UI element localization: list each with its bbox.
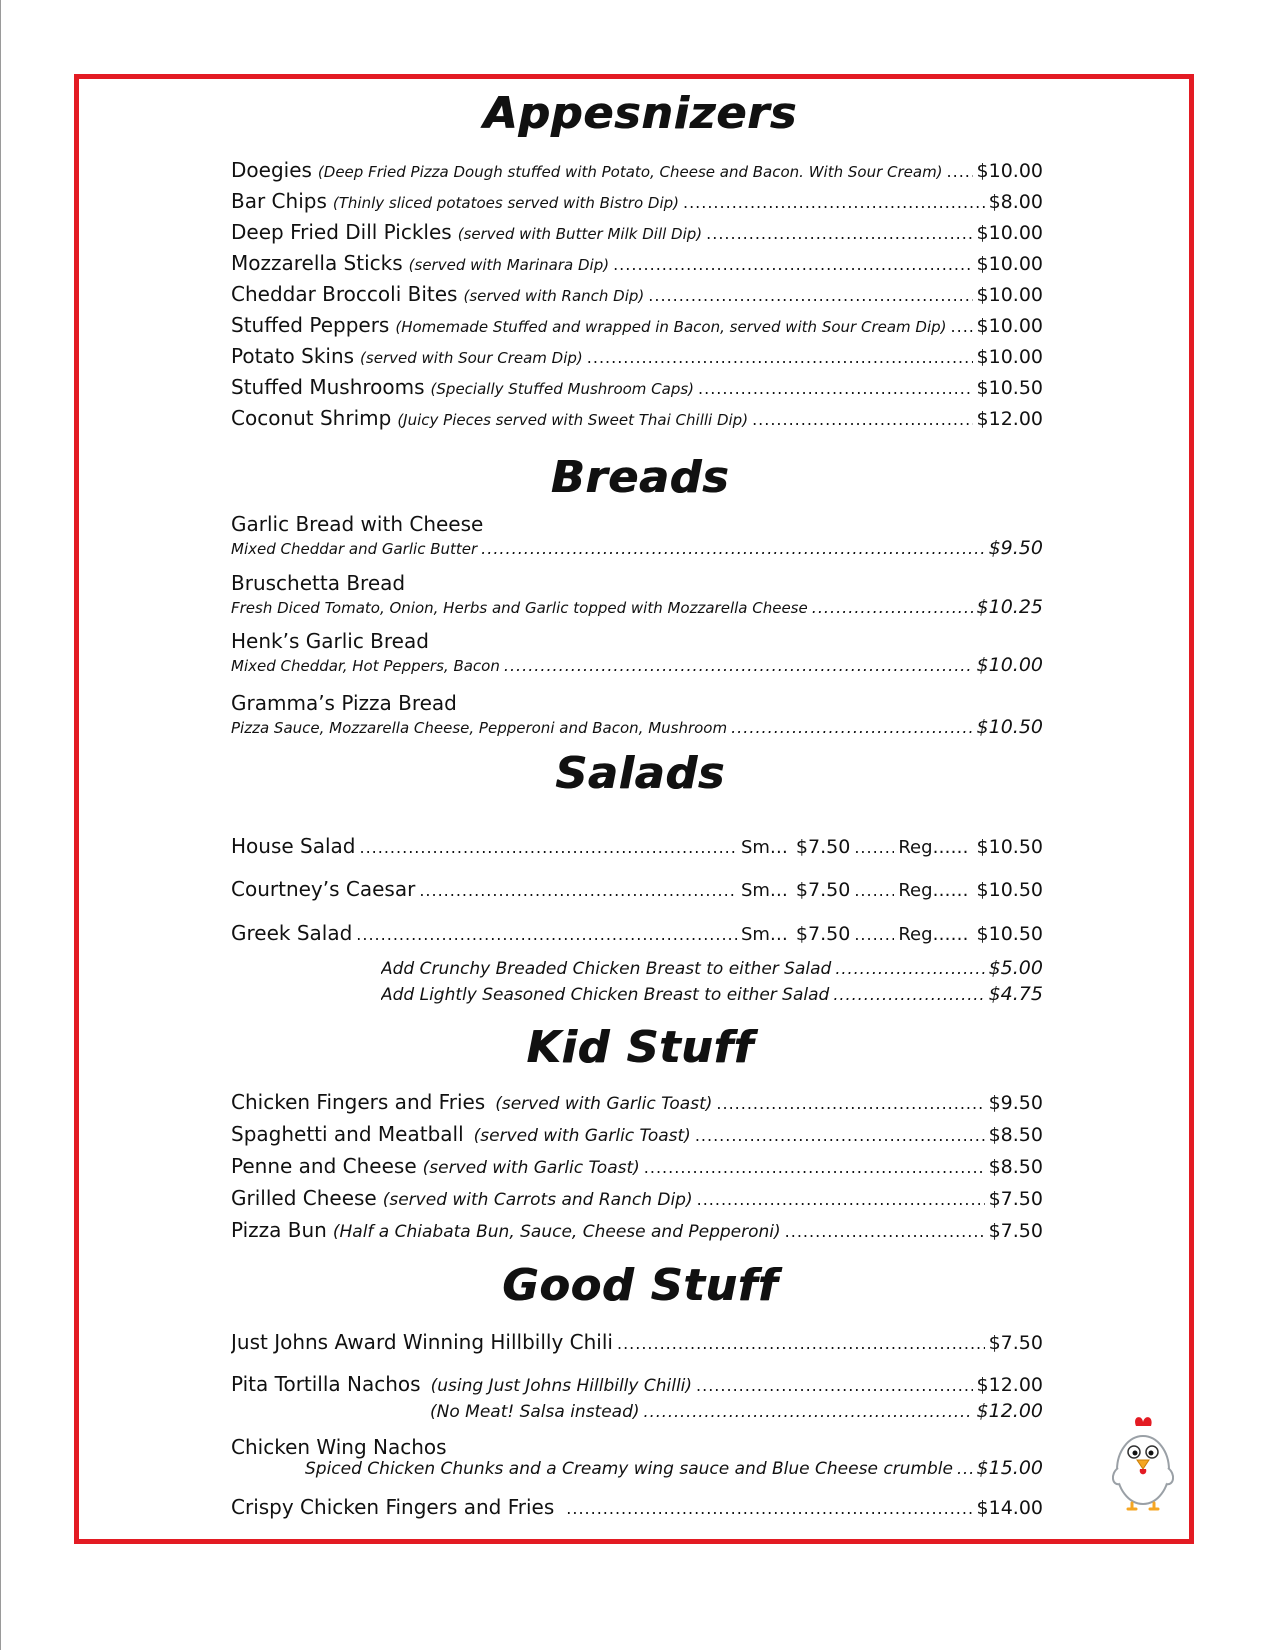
item-name: Just Johns Award Winning Hillbilly Chili	[231, 1330, 613, 1354]
salads-heading: Salads	[555, 748, 725, 799]
item-price: $10.50	[976, 716, 1043, 738]
item-price: $12.00	[976, 1374, 1043, 1396]
item-description: (Half a Chiabata Bun, Sauce, Cheese and Pepperoni)	[332, 1222, 781, 1242]
regular-size-label: Reg……	[898, 924, 969, 945]
dot-leader	[947, 162, 973, 181]
item-name: Chicken Fingers and Fries	[231, 1090, 486, 1114]
dot-leader	[566, 1499, 972, 1518]
item-name: Deep Fried Dill Pickles	[231, 220, 452, 244]
dot-leader	[951, 317, 973, 336]
addon-description: Add Crunchy Breaded Chicken Breast to either Salad	[381, 959, 832, 979]
salad-item	[231, 877, 1043, 901]
menu-item	[231, 251, 1043, 275]
item-name: Penne and Cheese	[231, 1154, 417, 1178]
item-description: (Specially Stuffed Mushroom Caps)	[430, 380, 695, 398]
dot-leader	[731, 718, 972, 737]
item-price: $7.50	[988, 1332, 1043, 1354]
regular-price: $10.50	[976, 836, 1043, 858]
dot-leader	[854, 838, 894, 857]
item-description: (served with Butter Milk Dill Dip)	[457, 225, 703, 243]
page-edge-line	[0, 0, 1, 1650]
salad-addon	[381, 983, 1043, 1005]
menu-item	[231, 375, 1043, 399]
item-description: (No Meat! Salsa instead)	[430, 1402, 640, 1422]
cartoon-chicken-icon	[1108, 1412, 1178, 1512]
item-name: Garlic Bread with Cheese	[231, 512, 484, 536]
menu-item	[231, 537, 1043, 559]
item-name: Henk’s Garlic Bread	[231, 629, 429, 653]
item-name: Spaghetti and Meatball	[231, 1122, 464, 1146]
item-name: Pizza Bun	[231, 1218, 327, 1242]
item-name: Gramma’s Pizza Bread	[231, 691, 457, 715]
item-price: $7.50	[988, 1220, 1043, 1242]
small-price: $7.50	[795, 836, 851, 858]
menu-item	[231, 1330, 1043, 1354]
item-price: $8.50	[988, 1124, 1043, 1146]
menu-item	[231, 344, 1043, 368]
item-price: $10.00	[976, 654, 1043, 676]
good-stuff-heading: Good Stuff	[502, 1260, 778, 1311]
menu-item	[231, 1122, 1043, 1146]
item-price: $10.00	[976, 346, 1043, 368]
item-price: $8.00	[988, 191, 1043, 213]
small-price: $7.50	[795, 923, 851, 945]
item-description: Mixed Cheddar, Hot Peppers, Bacon	[231, 657, 500, 675]
item-price: $10.00	[976, 222, 1043, 244]
menu-item	[231, 1218, 1043, 1242]
item-price: $9.50	[988, 537, 1043, 559]
menu-item	[231, 1186, 1043, 1210]
item-description: Pizza Sauce, Mozzarella Cheese, Pepperoni and Bacon, Mushroom	[231, 719, 728, 737]
addon-price: $5.00	[988, 957, 1043, 979]
item-price: $10.00	[976, 315, 1043, 337]
menu-item	[231, 1154, 1043, 1178]
menu-item	[231, 282, 1043, 306]
addon-price: $4.75	[988, 983, 1043, 1005]
dot-leader	[419, 881, 737, 900]
item-description: (served with Sour Cream Dip)	[360, 349, 583, 367]
small-price: $7.50	[795, 879, 851, 901]
item-name: Greek Salad	[231, 921, 353, 945]
dot-leader	[835, 959, 984, 978]
menu-item	[231, 158, 1043, 182]
item-description: Mixed Cheddar and Garlic Butter	[231, 540, 478, 558]
dot-leader	[644, 1402, 973, 1421]
item-name: Chicken Wing Nachos	[231, 1435, 447, 1459]
item-price: $7.50	[988, 1188, 1043, 1210]
item-name: Pita Tortilla Nachos	[231, 1372, 421, 1396]
dot-leader	[833, 985, 984, 1004]
item-price: $14.00	[976, 1497, 1043, 1519]
item-name: Coconut Shrimp	[231, 406, 392, 430]
dot-leader	[683, 193, 985, 212]
item-name: Mozzarella Sticks	[231, 251, 403, 275]
salad-addon	[381, 957, 1043, 979]
item-name: Courtney’s Caesar	[231, 877, 416, 901]
regular-price: $10.50	[976, 879, 1043, 901]
item-price: $15.00	[976, 1457, 1043, 1479]
item-price: $10.25	[976, 596, 1043, 618]
item-description: (served with Garlic Toast)	[473, 1126, 691, 1146]
item-description: (using Just Johns Hillbilly Chilli)	[430, 1376, 693, 1396]
dot-leader	[698, 379, 972, 398]
dot-leader	[360, 838, 737, 857]
dot-leader	[617, 1334, 985, 1353]
item-name: Crispy Chicken Fingers and Fries	[231, 1495, 555, 1519]
dot-leader	[587, 348, 973, 367]
dot-leader	[644, 1158, 985, 1177]
appetizers-heading: Appesnizers	[483, 88, 797, 139]
item-description: (served with Garlic Toast)	[422, 1158, 640, 1178]
salad-item	[231, 834, 1043, 858]
item-price: $12.00	[976, 408, 1043, 430]
item-price: $8.50	[988, 1156, 1043, 1178]
dot-leader	[481, 539, 984, 558]
small-size-label: Sm…	[740, 837, 788, 858]
dot-leader	[696, 1376, 972, 1395]
regular-size-label: Reg……	[898, 837, 969, 858]
menu-item	[231, 189, 1043, 213]
dot-leader	[695, 1126, 985, 1145]
item-description: (Juicy Pieces served with Sweet Thai Chilli Dip)	[397, 411, 749, 429]
menu-item	[231, 596, 1043, 618]
item-price: $9.50	[988, 1092, 1043, 1114]
menu-item	[231, 1090, 1043, 1114]
item-name: Bar Chips	[231, 189, 327, 213]
item-description: (served with Garlic Toast)	[495, 1094, 713, 1114]
item-description: (Deep Fried Pizza Dough stuffed with Potato, Cheese and Bacon. With Sour Cream)	[317, 163, 943, 181]
menu-item	[231, 313, 1043, 337]
dot-leader	[697, 1190, 985, 1209]
menu-item	[231, 1372, 1043, 1396]
item-price: $10.00	[976, 253, 1043, 275]
menu-item	[231, 220, 1043, 244]
item-name: Stuffed Mushrooms	[231, 375, 425, 399]
dot-leader	[706, 224, 972, 243]
small-size-label: Sm…	[740, 880, 788, 901]
dot-leader	[356, 925, 737, 944]
item-price: $10.50	[976, 377, 1043, 399]
item-price: $10.00	[976, 284, 1043, 306]
dot-leader	[854, 925, 894, 944]
menu-item	[231, 1495, 1043, 1519]
item-description: (served with Carrots and Ranch Dip)	[382, 1190, 693, 1210]
dot-leader	[854, 881, 894, 900]
salad-item	[231, 921, 1043, 945]
regular-price: $10.50	[976, 923, 1043, 945]
dot-leader	[716, 1094, 984, 1113]
item-name: Potato Skins	[231, 344, 355, 368]
item-description: (served with Ranch Dip)	[463, 287, 645, 305]
item-price: $10.00	[976, 160, 1043, 182]
kid-stuff-heading: Kid Stuff	[526, 1022, 754, 1073]
item-description: (Thinly sliced potatoes served with Bistro Dip)	[332, 194, 679, 212]
dot-leader	[785, 1222, 985, 1241]
menu-item	[231, 406, 1043, 430]
menu-item	[231, 716, 1043, 738]
item-name: Cheddar Broccoli Bites	[231, 282, 458, 306]
item-description: Spiced Chicken Chunks and a Creamy wing sauce and Blue Cheese crumble	[305, 1459, 953, 1479]
dot-leader	[504, 656, 973, 675]
item-price: $12.00	[976, 1400, 1043, 1422]
dot-leader	[812, 598, 973, 617]
small-size-label: Sm…	[740, 924, 788, 945]
item-name: Bruschetta Bread	[231, 571, 406, 595]
addon-description: Add Lightly Seasoned Chicken Breast to either Salad	[381, 985, 830, 1005]
dot-leader	[613, 255, 972, 274]
item-name: Grilled Cheese	[231, 1186, 377, 1210]
dot-leader	[648, 286, 972, 305]
menu-item	[231, 654, 1043, 676]
item-description: Fresh Diced Tomato, Onion, Herbs and Garlic topped with Mozzarella Cheese	[231, 599, 808, 617]
item-name: House Salad	[231, 834, 356, 858]
menu-item	[305, 1457, 1043, 1479]
dot-leader	[957, 1459, 973, 1478]
item-description: (served with Marinara Dip)	[408, 256, 610, 274]
breads-heading: Breads	[550, 452, 730, 503]
item-description: (Homemade Stuffed and wrapped in Bacon, served with Sour Cream Dip)	[395, 318, 947, 336]
dot-leader	[752, 410, 972, 429]
menu-item-variant	[430, 1400, 1043, 1422]
item-name: Stuffed Peppers	[231, 313, 390, 337]
regular-size-label: Reg……	[898, 880, 969, 901]
item-name: Doegies	[231, 158, 312, 182]
